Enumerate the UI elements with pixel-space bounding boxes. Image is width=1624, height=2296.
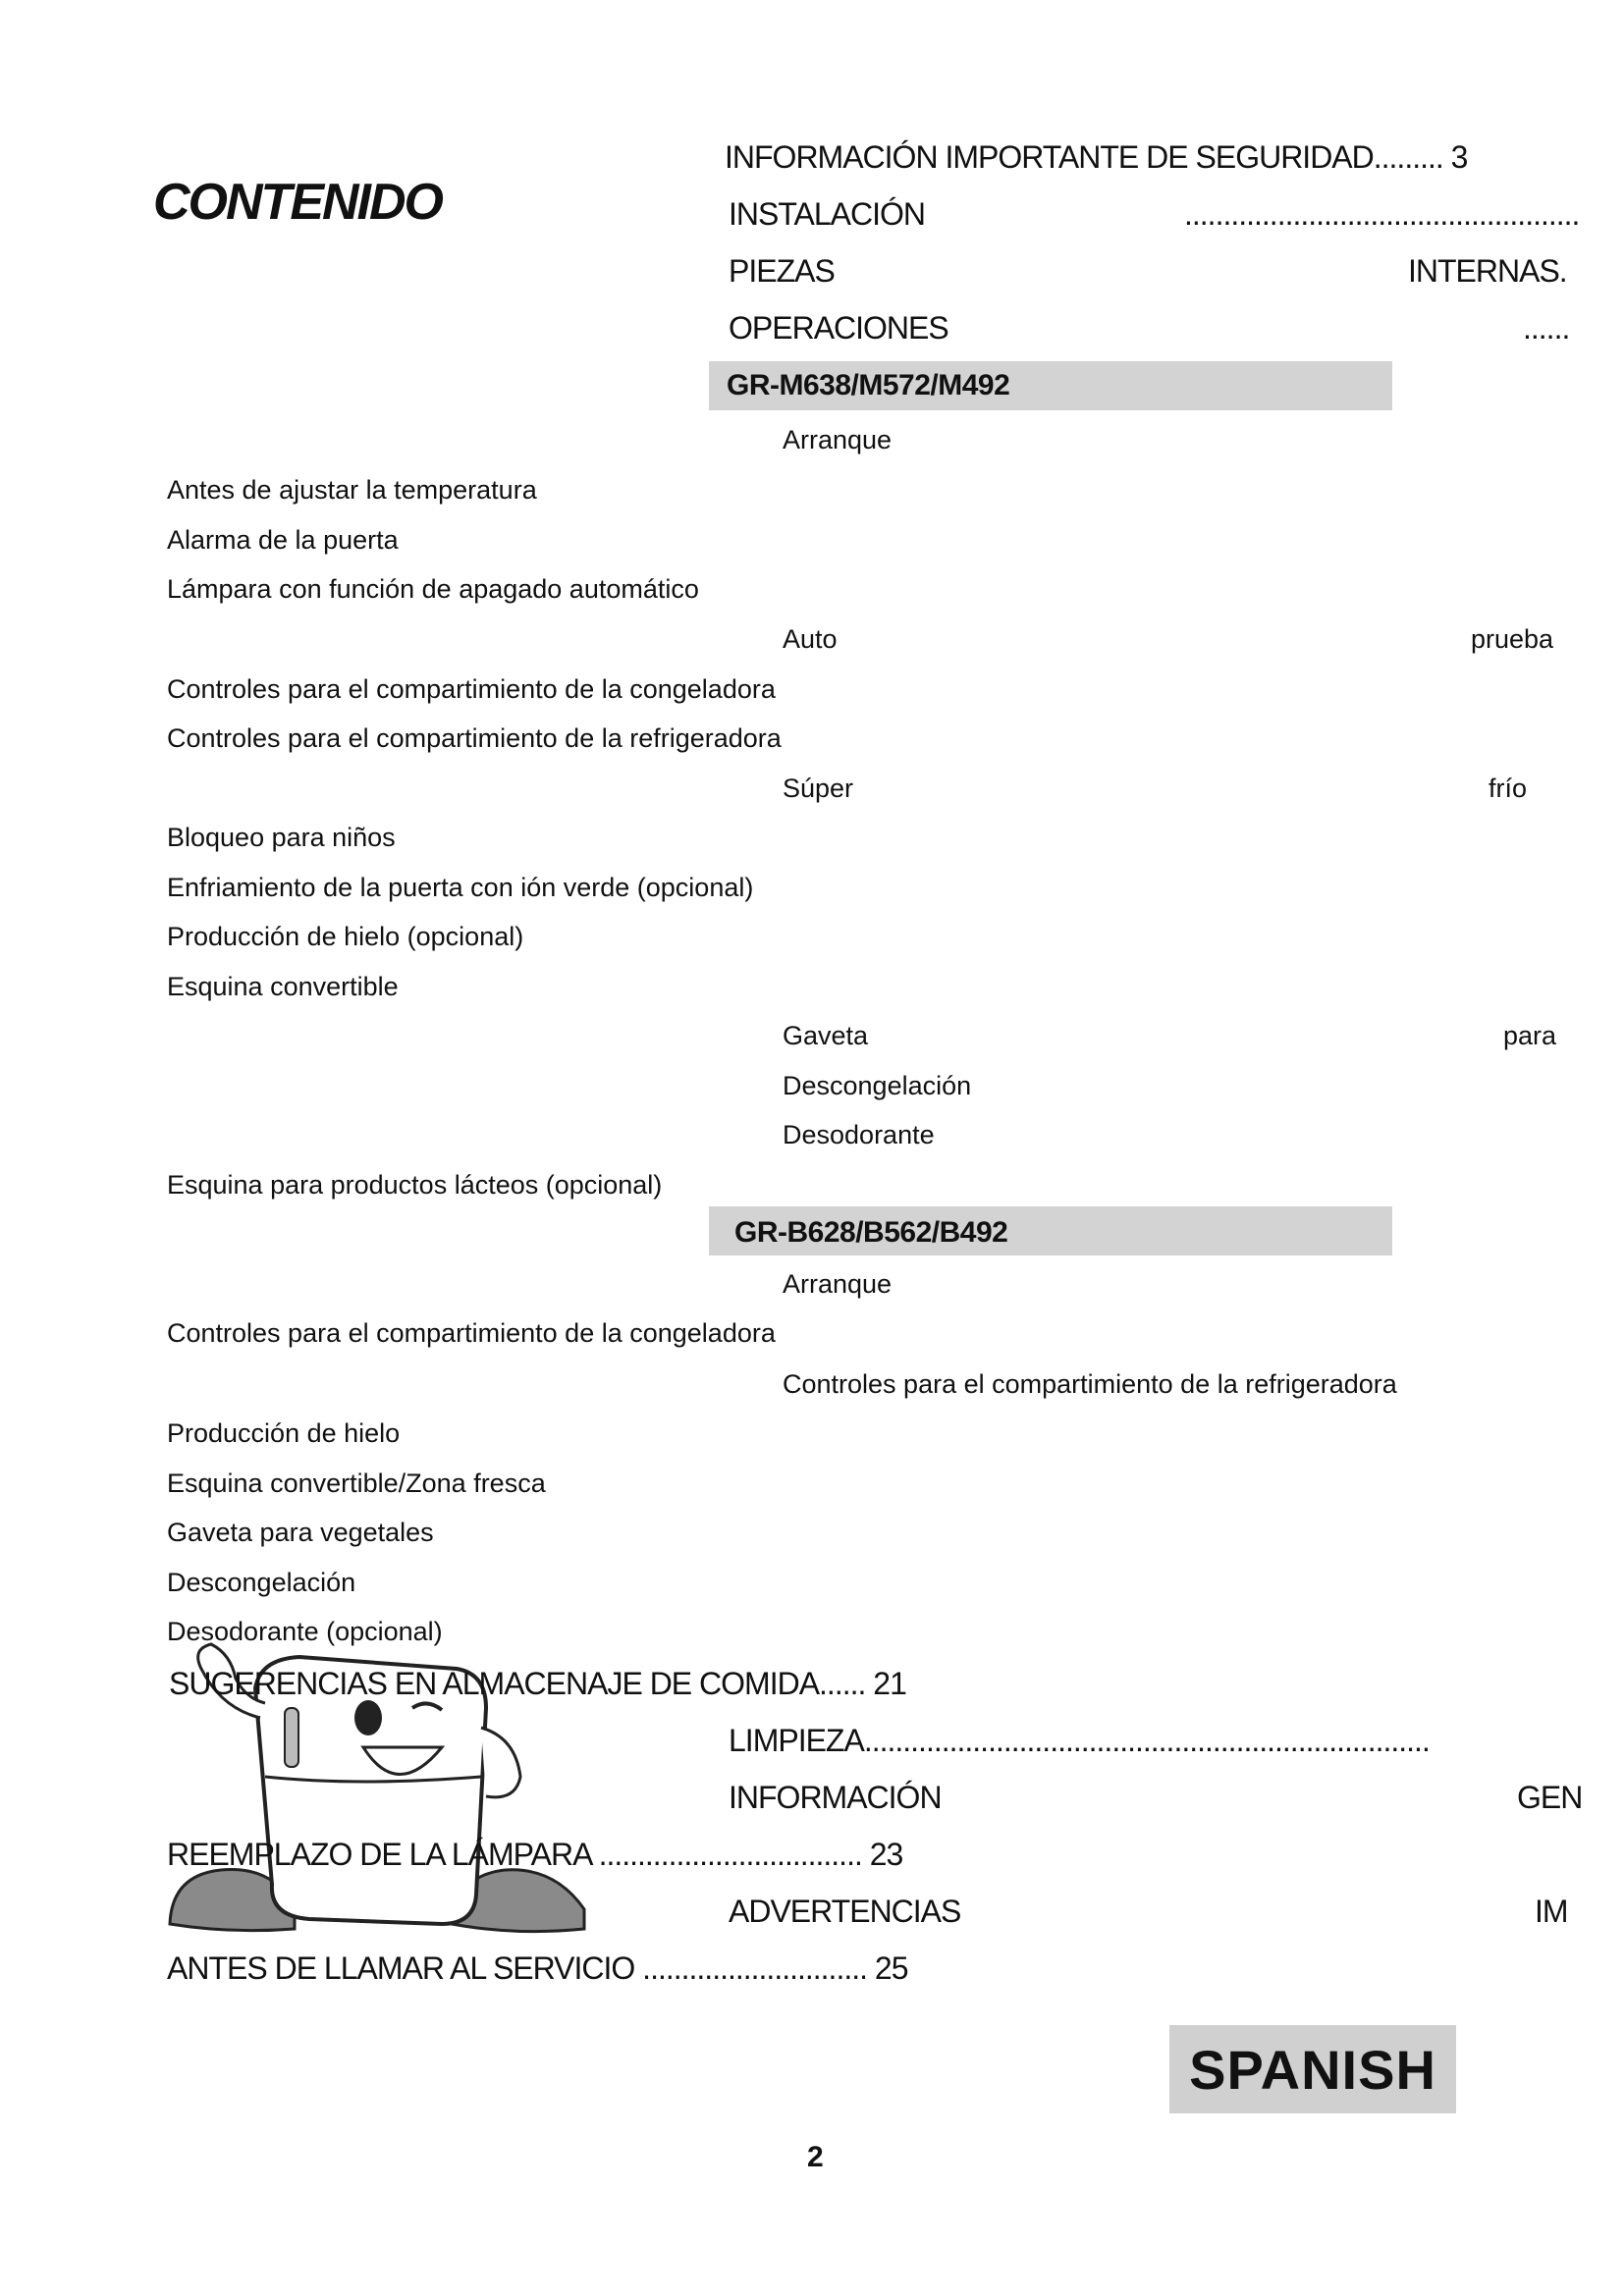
toc-b-descongelacion[interactable]: Descongelación — [167, 1568, 356, 1597]
page-title: CONTENIDO — [153, 174, 442, 231]
toc-sugerencias[interactable]: SUGERENCIAS EN ALMACENAJE DE COMIDA...... 21 — [169, 1666, 906, 1701]
toc-m-ctrl-refrigeradora[interactable]: Controles para el compartimiento de la refrigeradora — [167, 723, 782, 753]
language-badge: SPANISH — [1169, 2025, 1456, 2113]
toc-m-lampara[interactable]: Lámpara con función de apagado automático — [167, 574, 699, 604]
toc-informacion[interactable]: INFORMACIÓN — [729, 1780, 942, 1815]
toc-m-arranque[interactable]: Arranque — [783, 425, 893, 454]
toc-m-desodorante[interactable]: Desodorante — [783, 1120, 935, 1149]
toc-m-ctrl-congeladora[interactable]: Controles para el compartimiento de la congeladora — [167, 674, 776, 704]
section-header-b: GR-B628/B562/B492 — [734, 1216, 1008, 1249]
toc-m-produccion[interactable]: Producción de hielo (opcional) — [167, 922, 524, 951]
section-header-m: GR-M638/M572/M492 — [727, 369, 1010, 401]
page-number: 2 — [807, 2141, 824, 2173]
toc-advertencias-right: IM — [1535, 1894, 1568, 1929]
toc-m-bloqueo[interactable]: Bloqueo para niños — [167, 823, 396, 852]
toc-m-auto[interactable]: Auto — [783, 624, 838, 654]
toc-informacion-right: GEN — [1517, 1780, 1583, 1815]
toc-b-esquina[interactable]: Esquina convertible/Zona fresca — [167, 1468, 546, 1498]
toc-piezas[interactable]: PIEZAS — [729, 253, 835, 289]
toc-b-produccion[interactable]: Producción de hielo — [167, 1418, 401, 1448]
toc-piezas-right: INTERNAS. — [1408, 253, 1567, 289]
toc-b-gaveta[interactable]: Gaveta para vegetales — [167, 1518, 434, 1547]
toc-instalacion-dots: ................................................... — [1184, 196, 1580, 232]
toc-info-seguridad[interactable]: INFORMACIÓN IMPORTANTE DE SEGURIDAD......... 3 — [725, 139, 1468, 175]
toc-operaciones-dots: ...... — [1523, 310, 1570, 346]
toc-m-antes-ajustar[interactable]: Antes de ajustar la temperatura — [167, 475, 537, 505]
toc-b-ctrl-refrigeradora[interactable]: Controles para el compartimiento de la refrigeradora — [783, 1369, 1397, 1399]
toc-m-alarma[interactable]: Alarma de la puerta — [167, 525, 399, 555]
toc-m-prueba: prueba — [1471, 624, 1554, 654]
toc-instalacion[interactable]: INSTALACIÓN — [729, 196, 925, 232]
toc-m-esquina[interactable]: Esquina convertible — [167, 972, 399, 1001]
toc-m-gaveta[interactable]: Gaveta — [783, 1021, 869, 1050]
toc-limpieza[interactable]: LIMPIEZA......................................................................... — [729, 1723, 1430, 1758]
toc-antes-servicio[interactable]: ANTES DE LLAMAR AL SERVICIO ............................. 25 — [167, 1950, 908, 1986]
toc-operaciones[interactable]: OPERACIONES — [729, 310, 948, 346]
toc-m-enfriamiento[interactable]: Enfriamiento de la puerta con ión verde (opcional) — [167, 873, 754, 902]
toc-b-arranque[interactable]: Arranque — [783, 1269, 893, 1299]
toc-reemplazo[interactable]: REEMPLAZO DE LA LÁMPARA .................................. 23 — [167, 1837, 903, 1872]
toc-advertencias[interactable]: ADVERTENCIAS — [729, 1894, 961, 1929]
toc-b-ctrl-congeladora[interactable]: Controles para el compartimiento de la congeladora — [167, 1318, 776, 1348]
toc-b-desodorante[interactable]: Desodorante (opcional) — [167, 1617, 443, 1646]
toc-m-descongelacion[interactable]: Descongelación — [783, 1071, 972, 1100]
toc-m-frio: frío — [1489, 774, 1528, 803]
toc-m-super[interactable]: Súper — [783, 774, 854, 803]
toc-m-lacteos[interactable]: Esquina para productos lácteos (opcional) — [167, 1170, 663, 1200]
toc-m-para: para — [1503, 1021, 1557, 1050]
